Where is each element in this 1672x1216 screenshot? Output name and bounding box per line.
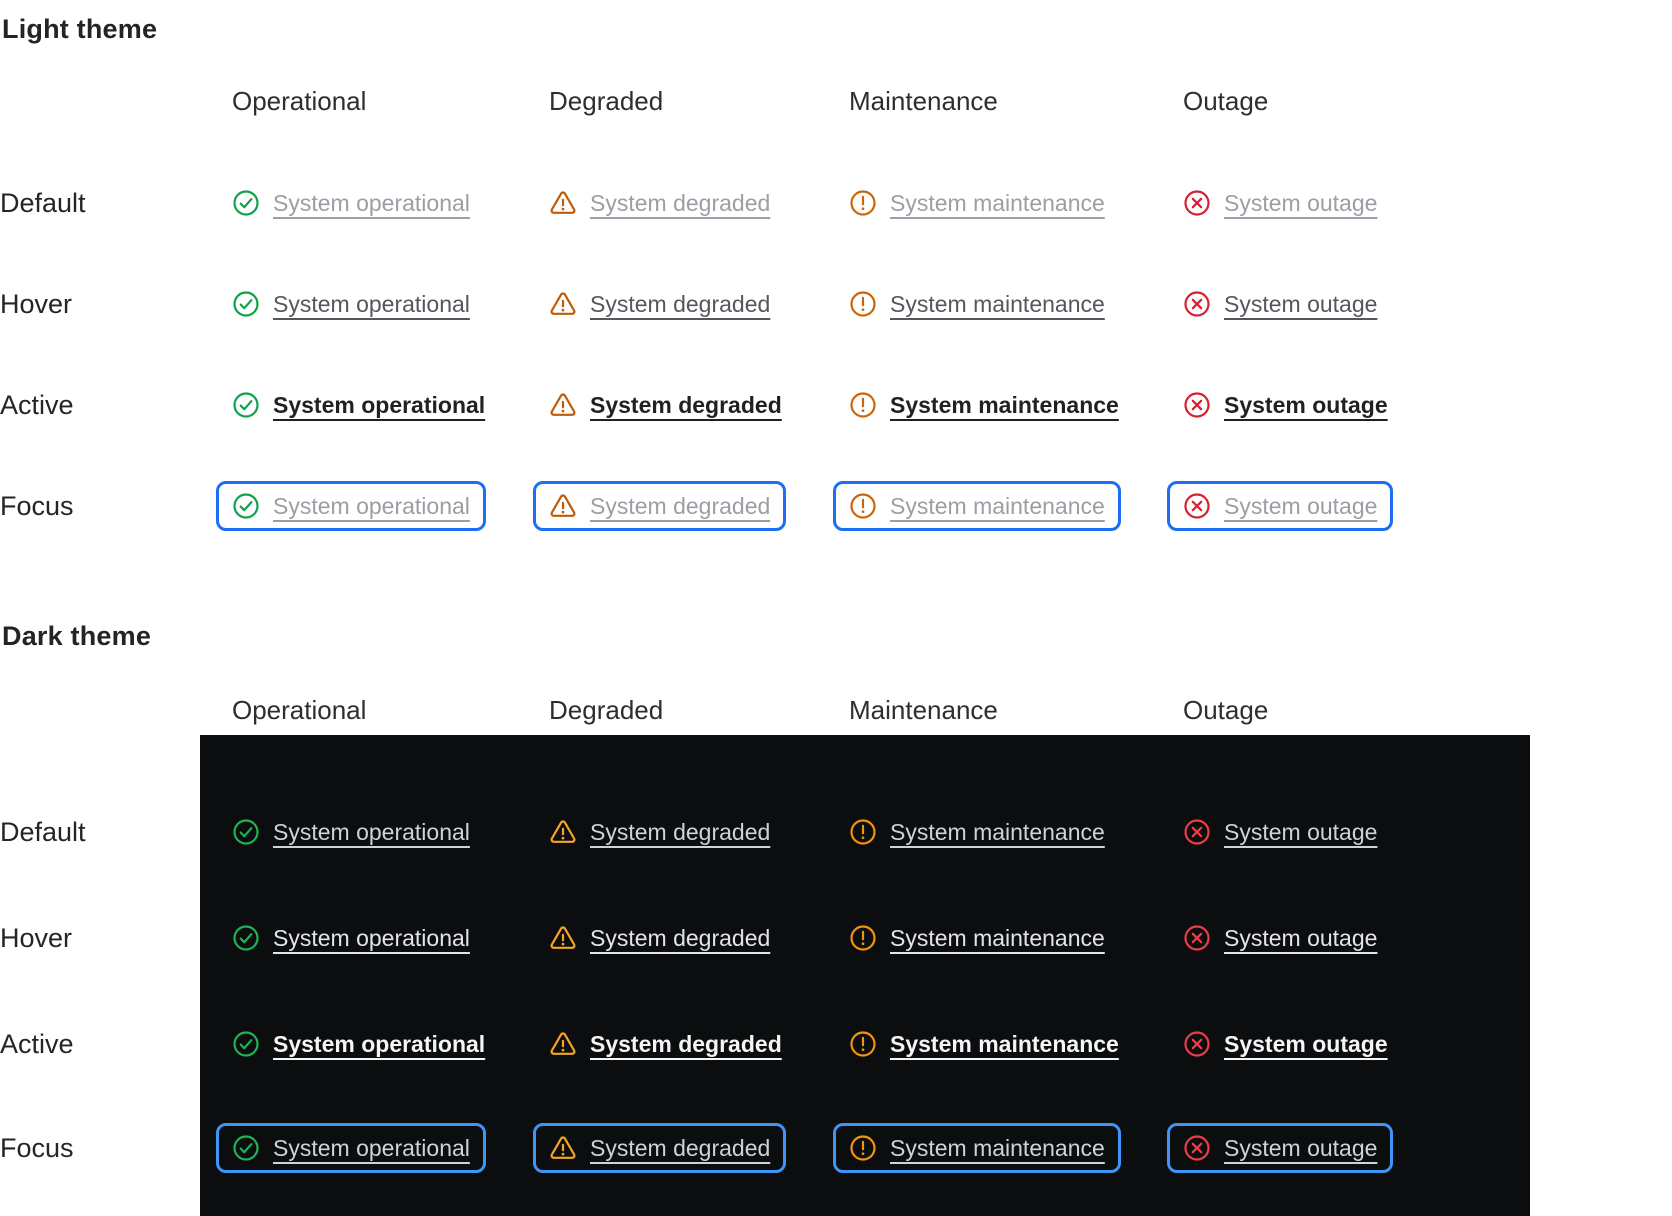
light-focus-row <box>0 475 1672 537</box>
column-header-maintenance: Maintenance <box>849 85 998 116</box>
light-focus-operational-link[interactable] <box>216 481 486 531</box>
x-circle-icon <box>1183 1134 1211 1162</box>
dark-hover-maintenance-link[interactable] <box>849 924 1105 952</box>
link-label: System maintenance <box>890 492 1105 519</box>
warning-triangle-icon <box>549 492 577 520</box>
row-label-active: Active <box>0 1028 74 1059</box>
warning-triangle-icon <box>549 290 577 318</box>
dark-default-maintenance-link[interactable] <box>849 818 1105 846</box>
column-header-outage: Outage <box>1183 694 1269 725</box>
row-label-active: Active <box>0 389 74 420</box>
row-label-default: Default <box>0 816 86 847</box>
dark-active-maintenance-link[interactable] <box>849 1030 1119 1058</box>
dark-focus-operational-link[interactable] <box>216 1123 486 1173</box>
light-active-row <box>0 377 1672 433</box>
alert-circle-icon <box>849 492 877 520</box>
row-label-focus: Focus <box>0 490 74 521</box>
x-circle-icon <box>1183 391 1211 419</box>
link-label: System degraded <box>590 1030 782 1057</box>
warning-triangle-icon <box>549 391 577 419</box>
dark-active-operational-link[interactable] <box>232 1030 485 1058</box>
check-circle-icon <box>232 1134 260 1162</box>
row-label-focus: Focus <box>0 1132 74 1163</box>
light-column-headers <box>0 73 1672 129</box>
link-label: System outage <box>1224 818 1378 845</box>
warning-triangle-icon <box>549 1030 577 1058</box>
link-label: System operational <box>273 492 470 519</box>
light-active-degraded-link[interactable] <box>549 391 782 419</box>
link-label: System maintenance <box>890 1134 1105 1161</box>
light-active-operational-link[interactable] <box>232 391 485 419</box>
dark-focus-degraded-link[interactable] <box>533 1123 786 1173</box>
link-label: System operational <box>273 1134 470 1161</box>
dark-theme-heading: Dark theme <box>2 621 152 651</box>
link-label: System degraded <box>590 189 771 216</box>
link-label: System maintenance <box>890 290 1105 317</box>
light-default-operational-link[interactable] <box>232 189 470 217</box>
dark-active-row <box>0 1016 1672 1072</box>
dark-hover-operational-link[interactable] <box>232 924 470 952</box>
link-label: System degraded <box>590 924 771 951</box>
light-default-maintenance-link[interactable] <box>849 189 1105 217</box>
column-header-degraded: Degraded <box>549 694 664 725</box>
link-label: System outage <box>1224 391 1388 418</box>
column-header-operational: Operational <box>232 694 367 725</box>
dark-hover-row <box>0 910 1672 966</box>
link-label: System operational <box>273 290 470 317</box>
link-label: System outage <box>1224 189 1378 216</box>
alert-circle-icon <box>849 924 877 952</box>
check-circle-icon <box>232 492 260 520</box>
check-circle-icon <box>232 290 260 318</box>
link-label: System operational <box>273 924 470 951</box>
alert-circle-icon <box>849 290 877 318</box>
light-default-row <box>0 175 1672 231</box>
light-hover-row <box>0 276 1672 332</box>
x-circle-icon <box>1183 818 1211 846</box>
row-label-hover: Hover <box>0 922 73 953</box>
light-hover-degraded-link[interactable] <box>549 290 770 318</box>
light-active-maintenance-link[interactable] <box>849 391 1119 419</box>
link-label: System maintenance <box>890 1030 1119 1057</box>
alert-circle-icon <box>849 818 877 846</box>
check-circle-icon <box>232 1030 260 1058</box>
warning-triangle-icon <box>549 189 577 217</box>
dark-active-outage-link[interactable] <box>1183 1030 1388 1058</box>
alert-circle-icon <box>849 391 877 419</box>
alert-circle-icon <box>849 1134 877 1162</box>
row-label-default: Default <box>0 187 86 218</box>
light-theme-heading: Light theme <box>2 14 158 44</box>
link-label: System degraded <box>590 391 782 418</box>
x-circle-icon <box>1183 924 1211 952</box>
x-circle-icon <box>1183 189 1211 217</box>
link-label: System operational <box>273 189 470 216</box>
dark-default-row <box>0 804 1672 860</box>
light-hover-operational-link[interactable] <box>232 290 470 318</box>
warning-triangle-icon <box>549 924 577 952</box>
link-label: System outage <box>1224 924 1378 951</box>
column-header-degraded: Degraded <box>549 85 664 116</box>
check-circle-icon <box>232 189 260 217</box>
link-label: System maintenance <box>890 924 1105 951</box>
light-focus-outage-link[interactable] <box>1167 481 1393 531</box>
check-circle-icon <box>232 924 260 952</box>
link-label: System outage <box>1224 1030 1388 1057</box>
column-header-operational: Operational <box>232 85 367 116</box>
column-header-maintenance: Maintenance <box>849 694 998 725</box>
link-label: System outage <box>1224 290 1378 317</box>
link-label: System operational <box>273 818 470 845</box>
link-label: System maintenance <box>890 391 1119 418</box>
dark-active-degraded-link[interactable] <box>549 1030 782 1058</box>
dark-default-operational-link[interactable] <box>232 818 470 846</box>
link-label: System degraded <box>590 818 771 845</box>
link-label: System operational <box>273 1030 486 1057</box>
check-circle-icon <box>232 818 260 846</box>
warning-triangle-icon <box>549 1134 577 1162</box>
link-label: System outage <box>1224 1134 1378 1161</box>
light-active-outage-link[interactable] <box>1183 391 1388 419</box>
dark-hover-degraded-link[interactable] <box>549 924 770 952</box>
dark-column-headers <box>0 682 1672 738</box>
light-default-outage-link[interactable] <box>1183 189 1377 217</box>
dark-hover-outage-link[interactable] <box>1183 924 1377 952</box>
link-label: System degraded <box>590 290 771 317</box>
row-label-hover: Hover <box>0 288 73 319</box>
alert-circle-icon <box>849 1030 877 1058</box>
dark-focus-outage-link[interactable] <box>1167 1123 1393 1173</box>
link-label: System operational <box>273 391 486 418</box>
dark-focus-maintenance-link[interactable] <box>833 1123 1121 1173</box>
light-hover-outage-link[interactable] <box>1183 290 1377 318</box>
warning-triangle-icon <box>549 818 577 846</box>
dark-default-outage-link[interactable] <box>1183 818 1377 846</box>
link-label: System degraded <box>590 492 771 519</box>
light-default-degraded-link[interactable] <box>549 189 770 217</box>
x-circle-icon <box>1183 290 1211 318</box>
dark-default-degraded-link[interactable] <box>549 818 770 846</box>
x-circle-icon <box>1183 1030 1211 1058</box>
column-header-outage: Outage <box>1183 85 1269 116</box>
link-label: System maintenance <box>890 189 1105 216</box>
light-hover-maintenance-link[interactable] <box>849 290 1105 318</box>
link-label: System outage <box>1224 492 1378 519</box>
x-circle-icon <box>1183 492 1211 520</box>
link-label: System degraded <box>590 1134 771 1161</box>
alert-circle-icon <box>849 189 877 217</box>
light-focus-degraded-link[interactable] <box>533 481 786 531</box>
link-label: System maintenance <box>890 818 1105 845</box>
check-circle-icon <box>232 391 260 419</box>
dark-focus-row <box>0 1117 1672 1179</box>
light-focus-maintenance-link[interactable] <box>833 481 1121 531</box>
